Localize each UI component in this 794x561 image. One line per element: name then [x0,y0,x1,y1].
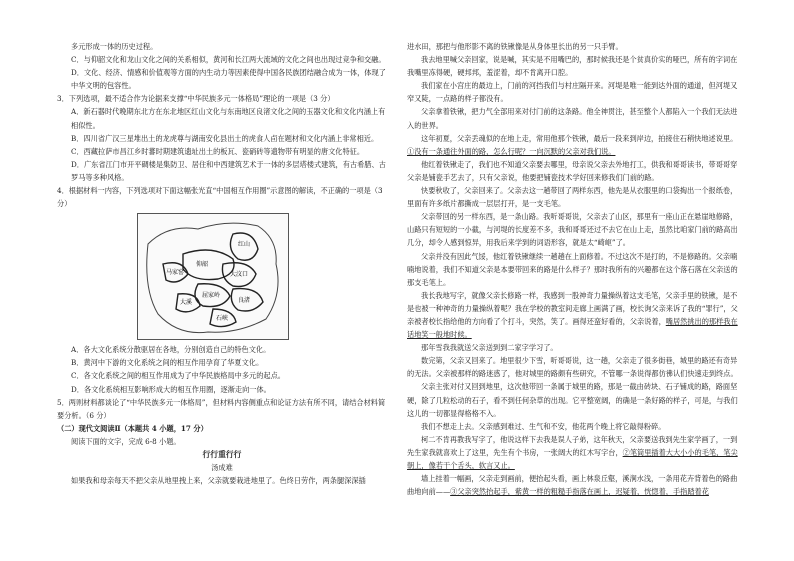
story-paragraph: 我们不想走上去。父亲感到难过、生气和不安，他花两个晚上将它敲得粉碎。 [421,421,666,431]
story-paragraph: 我去地里喊父亲回家，说是喊，其实是不用嘴巴的，那时候我还是个贫真价实的哑巴，所有的字词在我嘴里冻得硬，硬邦邦，羞涩着，却不肯离开口腔。 [407,55,738,78]
option-c: C．与仰韶文化和龙山文化之间的关系相似，黄河和长江两大流域的文化之间也出现过竞争和交融。 [71,55,386,65]
q4-option-b: B．黄河中下游的文化系统之间的相互作用孕育了华夏文化。 [71,358,264,368]
section-heading: （二）现代文阅读Ⅱ（本题共 4 小题，17 分） [57,423,208,433]
q4-option-a: A．各大文化系统分散驱居在各地，分别创造自己的特色文化。 [71,345,271,355]
q3-option-c: C．西藏拉萨市昌江乡时蕃时期建筑遗址出土的板瓦、瓷硝砖等遗物带有明显的唐文化特征。 [71,146,365,156]
story-paragraph [407,433,739,472]
story-paragraph: 父亲拿着铁锹，把力气全部用来对付门前的这条路。他全神贯注，甚至整个人都陷入一个我们无法进入的世界。 [407,107,738,130]
left-column [57,40,387,487]
right-column [407,40,739,498]
underlined-sentence-3: ③父亲突然抬起手，紫黄一样的粗糙手指落在画上，迟疑着，恍惚着，手指踏着花 [450,487,709,497]
q4-option-d: D．各文化系统相互影响形成大的相互作用圈，逐渐走向一体。 [71,384,271,394]
q3-option-d: D．广东省江门市开平碉楼是集防卫、居住和中西建筑艺术于一体的多层塔楼式建筑，有古希腊、古罗马等多种风格。 [71,159,386,182]
story-paragraph: 他红着铁锹走了，我们也不知道父亲要去哪里，母亲说父亲去外地打工，供我和哥哥读书，带哥哥穿父亲是铺瓷手艺去了，只有父亲说，他要把铺瓷技术学好回来修我们门前的路。 [407,159,738,182]
question-3: 3．下列选项，最不适合作为论据来支撑“中华民族多元一体格局”理论的一项是（3 分） [57,94,335,104]
map-label-dawenkou: 大汶口 [230,271,249,279]
map-label-qujialing: 屈家岭 [202,292,221,300]
map-image [138,214,288,339]
story-paragraph: 那年雪我我就送父亲送到到二家字学习了。 [421,343,558,353]
reading-instruction: 阅读下面的文字，完成 6-8 小题。 [71,436,181,446]
paragraph-text: 墙上挂着一幅画，父亲走到画前，便抬起头看，画上林泉丘壑，溪涧水浅，一条用花卉背着色的路曲曲地向前—— [407,474,738,497]
story-paragraph [407,289,739,341]
story-paragraph [407,472,739,498]
story-paragraph [407,132,739,158]
story-title: 行行重行行 [202,449,242,459]
map-label-daxi: 大溪 [180,299,193,307]
option-d: D．文化、经济、情感和价值观等方面的内生动力等因素使得中国各民族团结融合成为一体，体现了中华文明的包容性。 [71,68,386,91]
q3-option-b: B．四川省广汉三星堆出土的龙虎尊与湖南安化县出土的虎食人卣在题材和文化内涵上非常相近。 [71,133,379,143]
map-label-liangzhu: 良渚 [238,297,251,305]
story-paragraph: 父亲主张对付又回到地里，这次他带回一条属于城里的路，那是一截由砖块、石子铺成的路，路面坚硬，除了几粒松动的石子，看不到任何杂草的出现。它平整宽阔，的确是一条好路的样子，可是，与我们这儿的一切都显得格格不入。 [407,382,738,418]
question-4: 4．根据材料一内容，下列选项对下面这幅张光直“中国相互作用圈”示意图的解读，不正确的一项是（3 分） [57,186,383,209]
map-label-hongshan: 红山 [238,241,251,249]
map-label-majiayao: 马家窑 [166,269,185,277]
question-5: 5．两则材料都谈论了“中华民族多元一体格局”，但材料内容侧重点和论证方法有所不同，请结合材料简要分析。（6 分） [57,397,386,420]
map-label-shixia: 石峡 [216,315,229,323]
interaction-sphere-map [137,213,289,340]
intro-line: 多元形成一体的历史过程。 [71,42,158,51]
underlined-phrase: 嘴居然挑出的那样我在话地笑一般地时候。 [407,316,738,340]
story-paragraph: 数完第，父亲又回来了。地里很少下雪，听哥哥说，这一趟，父亲走了很多街巷，城里的路还有奇异的无法。父亲被那样的路迷惑了，他对城里的路颇有些研究，不管哪一条说得都仿彿认们快速走到终点。 [407,356,738,379]
underlined-sentence-2: ②笔筒里插着大大小小的毛笔，笔尖朝上，像若干个舌头，软言又止。 [407,447,738,470]
story-paragraph-1: 如果我和母亲每天不把父亲从地里拽上来，父亲就要栽进地里了。色终日劳作，两条腿深深插 [71,476,366,486]
paragraph-text: 我长我地写字，就像父亲长修路一样，我感到一股神奇力量操纵着这支毛笔，父亲手里的铁锹，是不是也被一种神奇的力量操纵着呢？我在学校的教室间走廊上画满了画，校长询父亲来诉了我的“罪行”，父亲被者校长指给他的方向看了个打斗，突然，笑了。画得还蛮好看的，父亲说着， [407,290,738,326]
q4-option-c: C．各文化系统之间的相互作用成为了中华民族格局中多元的起点。 [71,371,285,381]
underlined-sentence-1: ①没有一条通往外面的路，怎么行呢？一向沉默的父亲对我们说。 [407,146,616,156]
story-paragraph: 我们家在小宫庄的最边上，门前的河挡我们与村庄隔开来。河堤是唯一能到达外面的通道，但河堤又窄又陡，一点路的样子都没有。 [407,81,738,104]
story-paragraph-continued: 进水田，那把与他形影不离的铁锹像是从身体里长出的另一只手臂。 [407,42,623,51]
paragraph-text: 稍快地述说里。 [686,133,738,143]
paragraph-text: 这年初夏，父亲丢魂似的在地上走，常用他那个铁锹，最后一段来到岸边，拍接住石 [421,133,687,143]
q3-option-a: A．新石器时代晚期东北方在东北地区红山文化与东南地区良渚文化之间的玉器文化和文化内涵上有相似性。 [71,107,386,130]
story-paragraph: 父亲并没有因此气馁，他红着铁锹继续一趟趟在上面修着。不过这次不是打的，不是修路的。父亲喃喃地说着，我们不知道父亲是本要带回来的路是什么样子？那时我所有的兴趣都在这个落石落在父亲送的那支毛笔上。 [407,251,738,287]
map-label-yangshao: 仰韶 [196,261,209,269]
paragraph-text: 柯二不肯再教我写字了，他说这样下去我是误人子弟，这年秋天，父亲要送我到先生家学画了，一到先生家我就喜欢上了这里，先生有个书房，一张阔大的红木写字台， [407,434,738,457]
story-author: 汤成难 [211,463,233,473]
story-paragraph: 快要秋收了，父亲回来了。父亲去这一趟带回了两样东西，他先是从衣服里的口袋掏出一个报纸卷，里面有许多纸片都撕成一层层打开，是一支毛笔。 [407,186,738,209]
story-paragraph: 父亲带回的另一样东西，是一条山路。我听哥哥说，父亲去了山区，那里有一座山正在悬崖地修路，山路只有短短的一小截，与河堤的长度差不多，我和哥哥还过不去它在山上走，虽然比咱家门前的路高出几分，却令人感到惊异，用我后来学到的词语形容，就是太“崎岖”了。 [407,212,738,248]
